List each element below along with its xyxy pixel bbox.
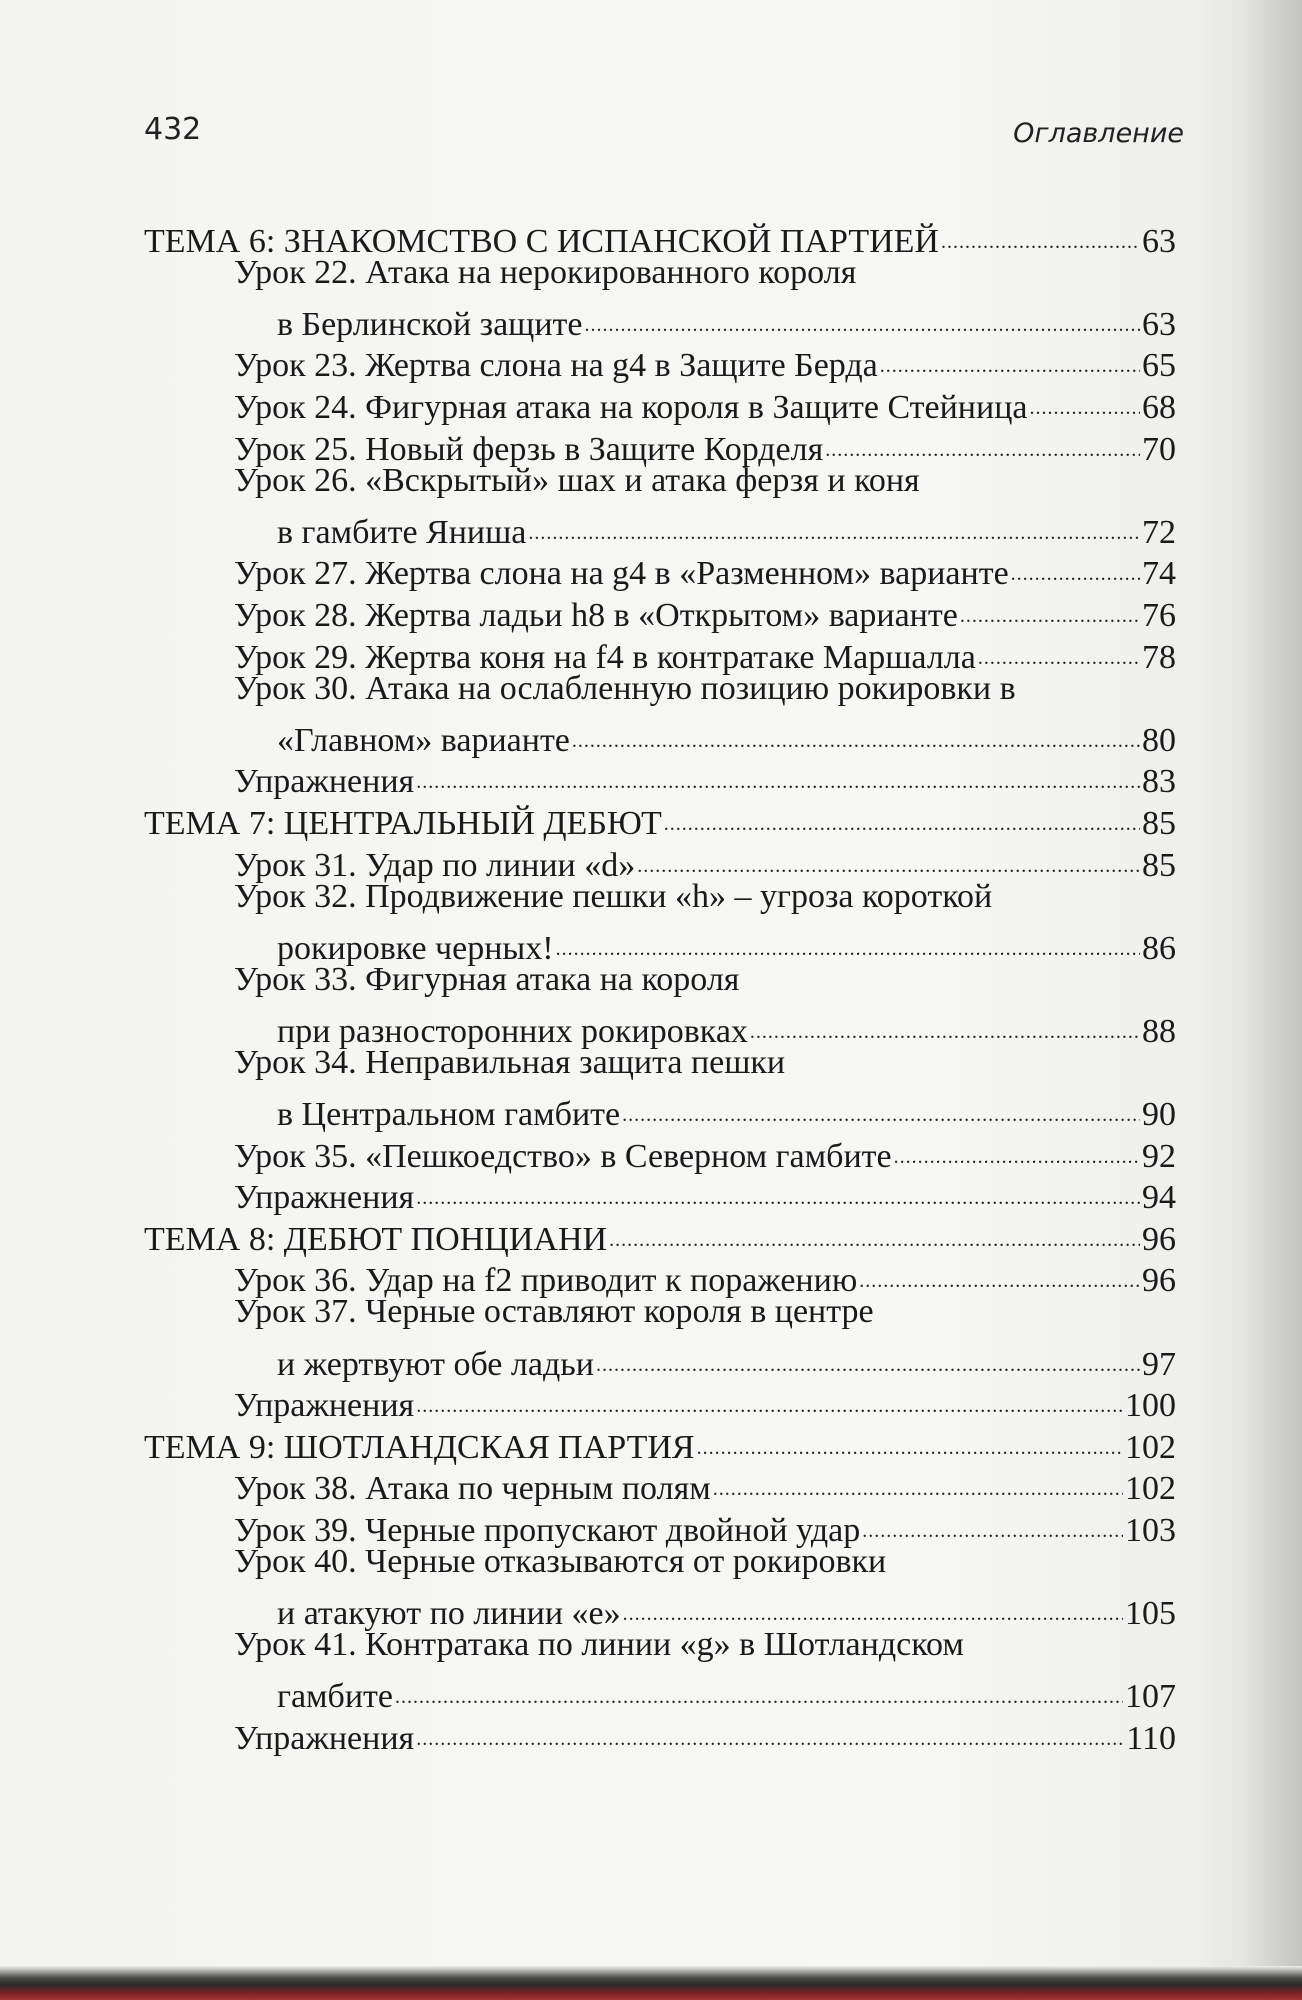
- toc-page-number: 68: [1142, 388, 1176, 426]
- toc-entry-text: Урок 24. Фигурная атака на короля в Защите Стейница: [234, 388, 1028, 426]
- toc-entry-text: Урок 29. Жертва коня на f4 в контратаке Маршалла: [234, 638, 976, 676]
- toc-entry: [144, 876, 1176, 918]
- toc-entry-continuation: [144, 501, 1176, 551]
- toc-entry-text: и жертвуют обе ладьи: [277, 1345, 594, 1383]
- toc-page-number: 94: [1142, 1179, 1176, 1217]
- toc-page-number: 97: [1142, 1345, 1176, 1383]
- toc-entry: [144, 668, 1176, 710]
- toc-page-number: 63: [1142, 305, 1176, 343]
- toc-page-number: 88: [1142, 1012, 1176, 1050]
- toc-entry-text: Урок 23. Жертва слона на g4 в Защите Берда: [234, 347, 878, 385]
- toc-page-number: 72: [1142, 513, 1176, 551]
- toc-leader-dots: [750, 1000, 1140, 1042]
- toc-entry: [144, 460, 1176, 502]
- toc-page-number: 90: [1142, 1096, 1176, 1134]
- toc-page-number: 110: [1126, 1719, 1176, 1757]
- toc-entry-text: Урок 33. Фигурная атака на короля: [234, 960, 740, 998]
- toc-entry-text: ТЕМА 6: ЗНАКОМСТВО С ИСПАНСКОЙ ПАРТИЕЙ: [144, 222, 939, 260]
- toc-entry-text: Урок 25. Новый ферзь в Защите Корделя: [234, 430, 824, 468]
- book-bottom-edge: [0, 1966, 1302, 2000]
- toc-entry-continuation: [144, 293, 1176, 343]
- toc-entry-text: Урок 38. Атака по черным полям: [234, 1470, 711, 1508]
- toc-entry-text: Упражнения: [234, 1719, 415, 1757]
- toc-page-number: 105: [1125, 1595, 1176, 1633]
- toc-entry: [144, 1042, 1176, 1084]
- toc-entry-text: Упражнения: [234, 1179, 415, 1217]
- toc-entry-text: Урок 36. Удар на f2 приводит к поражению: [234, 1262, 858, 1300]
- toc-section-heading: [144, 210, 1176, 260]
- table-of-contents: [144, 210, 1176, 1757]
- toc-entry-continuation: [144, 1583, 1176, 1633]
- toc-page-number: 85: [1142, 804, 1176, 842]
- toc-page-number: 74: [1142, 555, 1176, 593]
- toc-entry-continuation: [144, 1333, 1176, 1383]
- toc-page-number: 76: [1142, 596, 1176, 634]
- toc-leader-dots: [941, 210, 1140, 252]
- toc-entry-text: в гамбите Яниша: [277, 513, 527, 551]
- toc-page-number: 70: [1142, 430, 1176, 468]
- toc-page-number: 63: [1142, 222, 1176, 260]
- toc-entry-text: Упражнения: [234, 1387, 415, 1425]
- toc-leader-dots: [416, 1707, 1124, 1749]
- toc-leader-dots: [664, 792, 1140, 834]
- toc-leader-dots: [609, 1208, 1140, 1250]
- toc-leader-dots: [697, 1416, 1123, 1458]
- toc-leader-dots: [880, 335, 1140, 377]
- toc-leader-dots: [585, 293, 1140, 335]
- toc-entry-text: Урок 39. Черные пропускают двойной удар: [234, 1512, 861, 1549]
- toc-entry-text: Урок 41. Контратака по линии «g» в Шотландском: [234, 1626, 964, 1664]
- toc-leader-dots: [825, 418, 1140, 460]
- toc-entry-continuation: [144, 1083, 1176, 1134]
- toc-entry-text: рокировке черных!: [277, 929, 554, 967]
- toc-entry: [144, 1624, 1176, 1666]
- toc-page-number: 96: [1142, 1262, 1176, 1300]
- toc-entry-text: Урок 37. Черные оставляют короля в центре: [234, 1293, 874, 1331]
- toc-entry-text: и атакуют по линии «е»: [277, 1595, 621, 1633]
- toc-page-number: 96: [1142, 1220, 1176, 1258]
- toc-leader-dots: [623, 1583, 1123, 1625]
- toc-leader-dots: [556, 917, 1140, 959]
- toc-page-number: 65: [1142, 347, 1176, 385]
- toc-leader-dots: [395, 1666, 1123, 1708]
- toc-page-number: 85: [1142, 846, 1176, 884]
- toc-page-number: 92: [1142, 1137, 1176, 1175]
- toc-leader-dots: [862, 1499, 1123, 1541]
- toc-page-number: 83: [1142, 763, 1176, 801]
- toc-entry: [144, 1291, 1176, 1333]
- toc-leader-dots: [894, 1125, 1140, 1167]
- toc-page-number: 102: [1125, 1428, 1176, 1466]
- toc-entry-text: «Главном» варианте: [277, 721, 570, 759]
- toc-leader-dots: [978, 626, 1140, 668]
- toc-leader-dots: [1030, 376, 1141, 418]
- toc-leader-dots: [416, 1375, 1123, 1417]
- toc-entry: [144, 252, 1176, 294]
- running-title: Оглавление: [1013, 118, 1184, 149]
- toc-entry-text: Урок 35. «Пешкоедство» в Северном гамбите: [234, 1137, 892, 1175]
- toc-leader-dots: [596, 1333, 1140, 1375]
- toc-leader-dots: [416, 751, 1140, 793]
- toc-leader-dots: [859, 1250, 1140, 1292]
- toc-leader-dots: [416, 1167, 1140, 1209]
- toc-entry-text: Урок 26. «Вскрытый» шах и атака ферзя и коня: [234, 461, 920, 499]
- toc-entry-text: Урок 22. Атака на нерокированного короля: [234, 253, 857, 291]
- toc-entry-continuation: [144, 709, 1176, 759]
- toc-entry-text: Урок 27. Жертва слона на g4 в «Разменном» варианте: [234, 555, 1009, 593]
- toc-entry-text: при разносторонних рокировках: [277, 1012, 748, 1050]
- toc-entry-continuation: [144, 917, 1176, 967]
- toc-entry-text: Урок 28. Жертва ладьи h8 в «Открытом» варианте: [234, 596, 958, 634]
- toc-entry-text: Урок 30. Атака на ослабленную позицию рокировки в: [234, 669, 1016, 707]
- toc-page-number: 107: [1125, 1678, 1176, 1716]
- toc-leader-dots: [960, 584, 1140, 626]
- toc-leader-dots: [528, 501, 1140, 543]
- toc-page-number: 102: [1125, 1470, 1176, 1508]
- toc-entry-text: Урок 31. Удар по линии «d»: [234, 846, 636, 884]
- toc-leader-dots: [1011, 543, 1140, 585]
- toc-entry-text: ТЕМА 8: ДЕБЮТ ПОНЦИАНИ: [144, 1220, 608, 1258]
- toc-page-number: 103: [1125, 1512, 1176, 1549]
- toc-entry-text: гамбите: [277, 1678, 393, 1716]
- toc-entry-text: в Центральном гамбите: [277, 1096, 621, 1134]
- toc-entry-continuation: [144, 1666, 1176, 1716]
- toc-entry-text: Урок 32. Продвижение пешки «h» – угроза короткой: [234, 877, 993, 915]
- toc-page-number: 78: [1142, 638, 1176, 676]
- toc-page-number: 100: [1125, 1387, 1176, 1425]
- toc-leader-dots: [637, 834, 1140, 876]
- toc-leader-dots: [572, 709, 1140, 751]
- toc-entry-text: Урок 34. Неправильная защита пешки: [234, 1043, 786, 1081]
- page-header: [144, 112, 1184, 162]
- toc-page-number: 80: [1142, 721, 1176, 759]
- toc-entry: [144, 1541, 1176, 1583]
- page-gutter-shadow: [1242, 0, 1302, 2000]
- toc-entry-continuation: [144, 1000, 1176, 1050]
- toc-entry-text: Урок 40. Черные отказываются от рокировки: [234, 1543, 887, 1580]
- toc-entry-text: ТЕМА 7: ЦЕНТРАЛЬНЫЙ ДЕБЮТ: [144, 804, 662, 842]
- toc-entry: [144, 959, 1176, 1001]
- toc-leader-dots: [622, 1083, 1140, 1125]
- toc-page-number: 86: [1142, 929, 1176, 967]
- toc-entry-text: в Берлинской защите: [277, 305, 583, 343]
- toc-entry-text: ТЕМА 9: ШОТЛАНДСКАЯ ПАРТИЯ: [144, 1428, 695, 1466]
- toc-leader-dots: [713, 1458, 1123, 1500]
- toc-entry-text: Упражнения: [234, 763, 415, 801]
- page-number: 432: [144, 112, 202, 147]
